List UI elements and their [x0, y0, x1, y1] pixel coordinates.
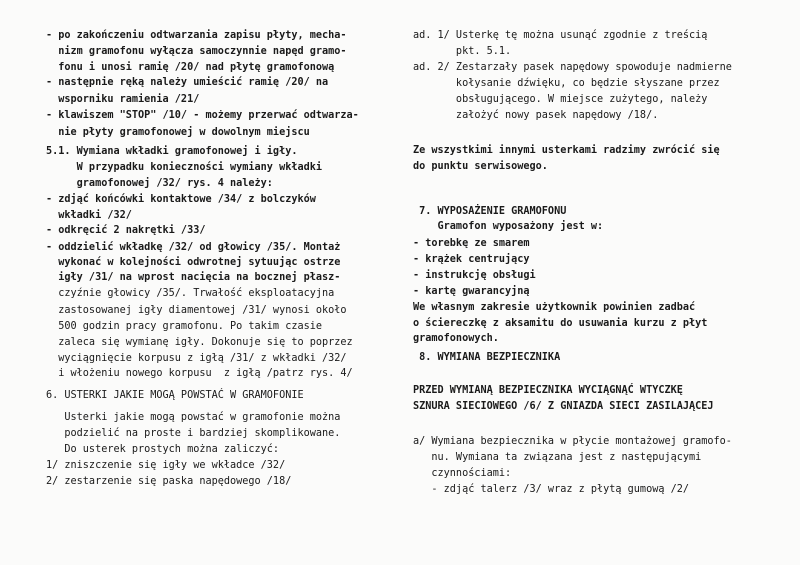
right-line-6: założyć nowy pasek napędowy /18/.: [413, 110, 659, 121]
left-line-25: podzielić na proste i bardziej skomplikowane.: [46, 428, 341, 439]
left-line-6: - klawiszem "STOP" /10/ - możemy przerwać odtwarza-: [46, 110, 359, 121]
left-line-19: 500 godzin pracy gramofonu. Po takim czasie: [46, 321, 323, 332]
left-line-20: zaleca się wymianę igły. Dokonuje się to poprzez: [46, 337, 353, 348]
right-line-24: - zdjąć talerz /3/ wraz z płytą gumową /2/: [413, 484, 690, 495]
left-line-2: nizm gramofonu wyłącza samoczynnie napęd gramo-: [46, 46, 347, 57]
right-line-5: obsługującego. W miejsce zużytego, należy: [413, 94, 708, 105]
right-line-3: ad. 2/ Zestarzały pasek napędowy spowoduje nadmierne: [413, 62, 732, 73]
right-line-12: - krążek centrujący: [413, 254, 530, 265]
right-line-7: Ze wszystkimi innymi usterkami radzimy zwrócić się: [413, 145, 720, 156]
right-line-4: kołysanie dźwięku, co będzie słyszane przez: [413, 78, 720, 89]
left-line-1: - po zakończeniu odtwarzania zapisu płyty, mecha-: [46, 30, 347, 41]
left-line-17: czyźnie głowicy /35/. Trwałość eksploatacyjna: [46, 288, 335, 299]
right-line-10: Gramofon wyposażony jest w:: [413, 221, 604, 232]
left-line-11: - zdjąć końcówki kontaktowe /34/ z bolczyków: [46, 194, 316, 205]
left-line-7: nie płyty gramofonowej w dowolnym miejscu: [46, 127, 310, 138]
left-line-14: - oddzielić wkładkę /32/ od głowicy /35/. Montaż: [46, 242, 341, 253]
right-line-15: We własnym zakresie użytkownik powinien zadbać: [413, 302, 696, 313]
left-line-18: zastosowanej igły diamentowej /31/ wynosi około: [46, 305, 347, 316]
right-line-18: 8. WYMIANA BEZPIECZNIKA: [413, 352, 561, 363]
right-line-23: czynnościami:: [413, 468, 512, 479]
left-line-23: 6. USTERKI JAKIE MOGĄ POWSTAĆ W GRAMOFONIE: [46, 390, 304, 401]
left-line-28: 2/ zestarzenie się paska napędowego /18/: [46, 476, 292, 487]
right-line-9: 7. WYPOSAŻENIE GRAMOFONU: [413, 206, 567, 217]
right-line-2: pkt. 5.1.: [413, 46, 512, 57]
left-line-26: Do usterek prostych można zaliczyć:: [46, 444, 280, 455]
right-line-19: PRZED WYMIANĄ BEZPIECZNIKA WYCIĄGNĄĆ WTYCZKĘ: [413, 385, 683, 396]
right-line-16: o ściereczkę z aksamitu do usuwania kurzu z płyt: [413, 318, 708, 329]
right-line-13: - instrukcję obsługi: [413, 270, 536, 281]
left-line-24: Usterki jakie mogą powstać w gramofonie można: [46, 412, 341, 423]
left-line-10: gramofonowej /32/ rys. 4 należy:: [46, 178, 273, 189]
right-line-22: nu. Wymiana ta związana jest z następującymi: [413, 452, 702, 463]
left-line-4: - następnie ręką należy umieścić ramię /20/ na: [46, 77, 329, 88]
left-line-27: 1/ zniszczenie się igły we wkładce /32/: [46, 460, 286, 471]
right-line-11: - torebkę ze smarem: [413, 238, 530, 249]
left-line-9: W przypadku konieczności wymiany wkładki: [46, 162, 323, 173]
left-line-8: 5.1. Wymiana wkładki gramofonowej i igły.: [46, 146, 298, 157]
right-line-14: - kartę gwarancyjną: [413, 286, 530, 297]
right-line-20: SZNURA SIECIOWEGO /6/ Z GNIAZDA SIECI ZASILAJĄCEJ: [413, 401, 714, 412]
left-line-22: i włożeniu nowego korpusu z igłą /patrz rys. 4/: [46, 368, 353, 379]
right-line-21: a/ Wymiana bezpiecznika w płycie montażowej gramofo-: [413, 436, 732, 447]
left-line-16: igły /31/ na wprost nacięcia na bocznej płasz-: [46, 272, 341, 283]
right-line-17: gramofonowych.: [413, 333, 499, 344]
left-line-12: wkładki /32/: [46, 210, 132, 221]
left-line-13: - odkręcić 2 nakrętki /33/: [46, 225, 206, 236]
right-line-1: ad. 1/ Usterkę tę można usunąć zgodnie z treścią: [413, 30, 708, 41]
left-line-3: fonu i unosi ramię /20/ nad płytę gramofonową: [46, 62, 335, 73]
left-line-21: wyciągnięcie korpusu z igłą /31/ z wkładki /32/: [46, 353, 347, 364]
left-line-15: wykonać w kolejności odwrotnej sytuując ostrze: [46, 257, 341, 268]
left-line-5: wsporniku ramienia /21/: [46, 94, 200, 105]
right-line-8: do punktu serwisowego.: [413, 161, 548, 172]
